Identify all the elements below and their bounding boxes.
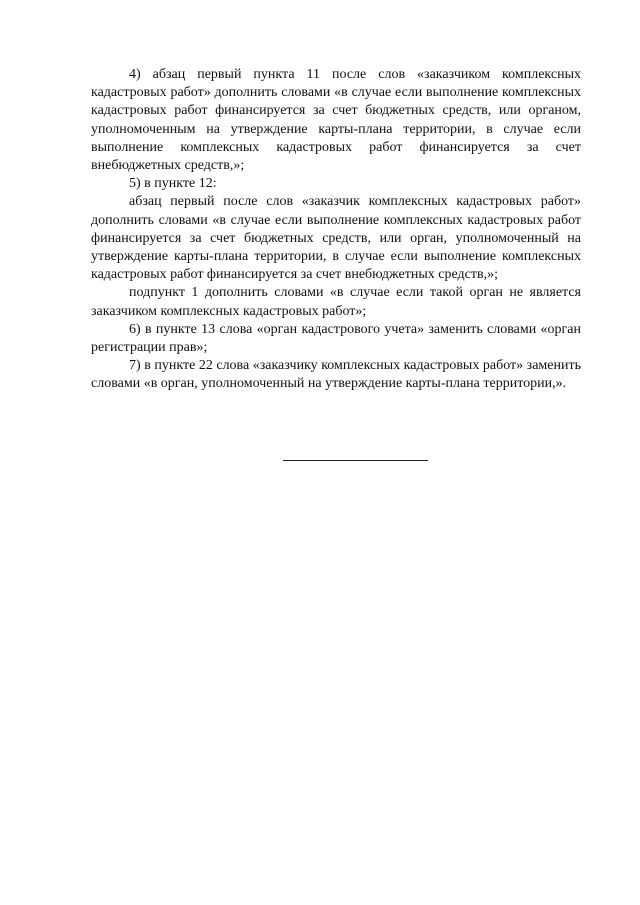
paragraph-item-7: 7) в пункте 22 слова «заказчику комплексных кадастровых работ» заменить словами «в орган, уполномоченный на утверждение карты-плана территории,». xyxy=(91,358,581,392)
document-end-line xyxy=(283,460,428,461)
paragraph-item-5-abzac: абзац первый после слов «заказчик комплексных кадастровых работ» дополнить словами «в случае если выполнение комплексных кадастровых работ финансируется за счет бюджетных средств, или орган, уполномоченный на утверждение карты-плана территории, в случае если выполнение комплексных кадастровых работ финансируется за счет внебюджетных средств,»; xyxy=(91,194,581,283)
paragraph-item-5-subitem-1: подпункт 1 дополнить словами «в случае если такой орган не является заказчиком комплексных кадастровых работ»; xyxy=(91,285,581,319)
document-body xyxy=(91,66,581,394)
paragraph-item-5: 5) в пункте 12: xyxy=(129,176,217,192)
paragraph-item-6: 6) в пункте 13 слова «орган кадастрового учета» заменить словами «орган регистрации прав»; xyxy=(91,321,581,356)
paragraph-item-4: 4) абзац первый пункта 11 после слов «заказчиком комплексных кадастровых работ» дополнить словами «в случае если выполнение комплексных кадастровых работ финансируется за счет бюджетных средств, или органом, уполномоченным на утверждение карты-плана территории, в случае если выполнение комплексных кадастровых работ финансируется за счет внебюджетных средств,»; xyxy=(91,67,581,174)
